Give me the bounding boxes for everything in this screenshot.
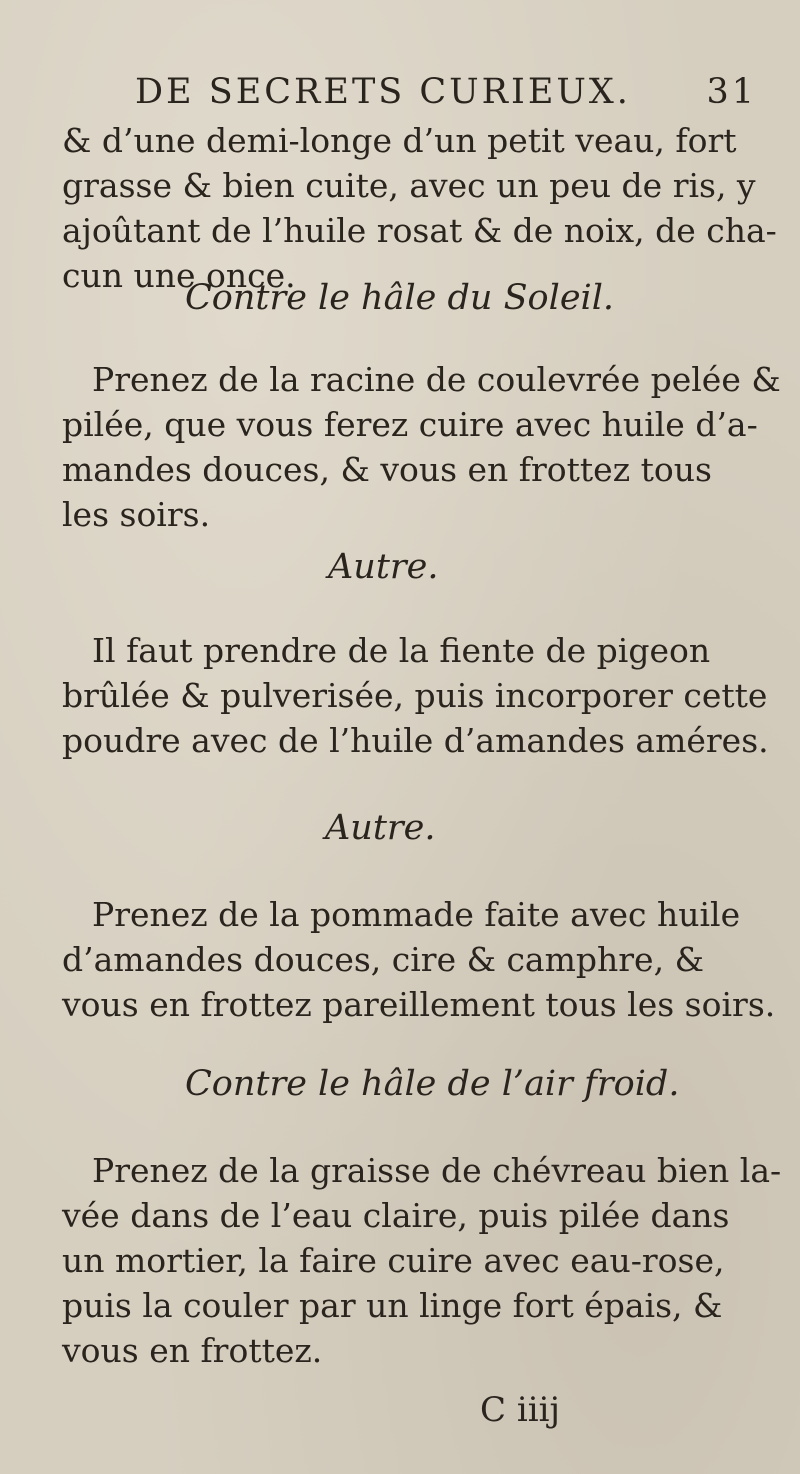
text-line: grasse & bien cuite, avec un peu de ris, y (62, 166, 756, 205)
section-paragraph (62, 357, 781, 537)
text-line: vée dans de l’eau claire, puis pilée dans (62, 1196, 730, 1235)
text-line: les soirs. (62, 495, 211, 534)
signature-mark: C iiij (480, 1390, 560, 1430)
section-paragraph (62, 628, 769, 763)
text-line: un mortier, la faire cuire avec eau-rose, (62, 1241, 725, 1280)
running-title: DE SECRETS CURIEUX. (135, 72, 631, 112)
text-line: vous en frottez. (62, 1331, 323, 1370)
page-number: 31 (706, 72, 757, 112)
text-line: mandes douces, & vous en frottez tous (62, 450, 712, 489)
section-paragraph (62, 892, 776, 1027)
section-heading: Autre. (325, 808, 436, 848)
section-heading: Contre le hâle du Soleil. (185, 278, 615, 318)
text-line: d’amandes douces, cire & camphre, & (62, 940, 704, 979)
intro-paragraph (62, 118, 777, 298)
text-line: poudre avec de l’huile d’amandes améres. (62, 721, 769, 760)
text-line: puis la couler par un linge fort épais, & (62, 1286, 723, 1325)
text-line: ajoûtant de l’huile rosat & de noix, de cha- (62, 211, 777, 250)
text-line: & d’une demi-longe d’un petit veau, fort (62, 121, 737, 160)
text-line: vous en frottez pareillement tous les soirs. (62, 985, 776, 1024)
text-line: Prenez de la racine de coulevrée pelée & (92, 360, 781, 399)
text-line: pilée, que vous ferez cuire avec huile d’a- (62, 405, 758, 444)
text-line: brûlée & pulverisée, puis incorporer cette (62, 676, 768, 715)
text-line: Prenez de la pommade faite avec huile (92, 895, 741, 934)
text-line: cun une once. (62, 256, 296, 295)
text-line: Prenez de la graisse de chévreau bien la- (92, 1151, 782, 1190)
section-paragraph (62, 1148, 782, 1373)
section-heading: Contre le hâle de l’air froid. (185, 1064, 680, 1104)
running-header (135, 72, 775, 112)
text-line: Il faut prendre de la fiente de pigeon (92, 631, 711, 670)
section-heading: Autre. (328, 547, 439, 587)
